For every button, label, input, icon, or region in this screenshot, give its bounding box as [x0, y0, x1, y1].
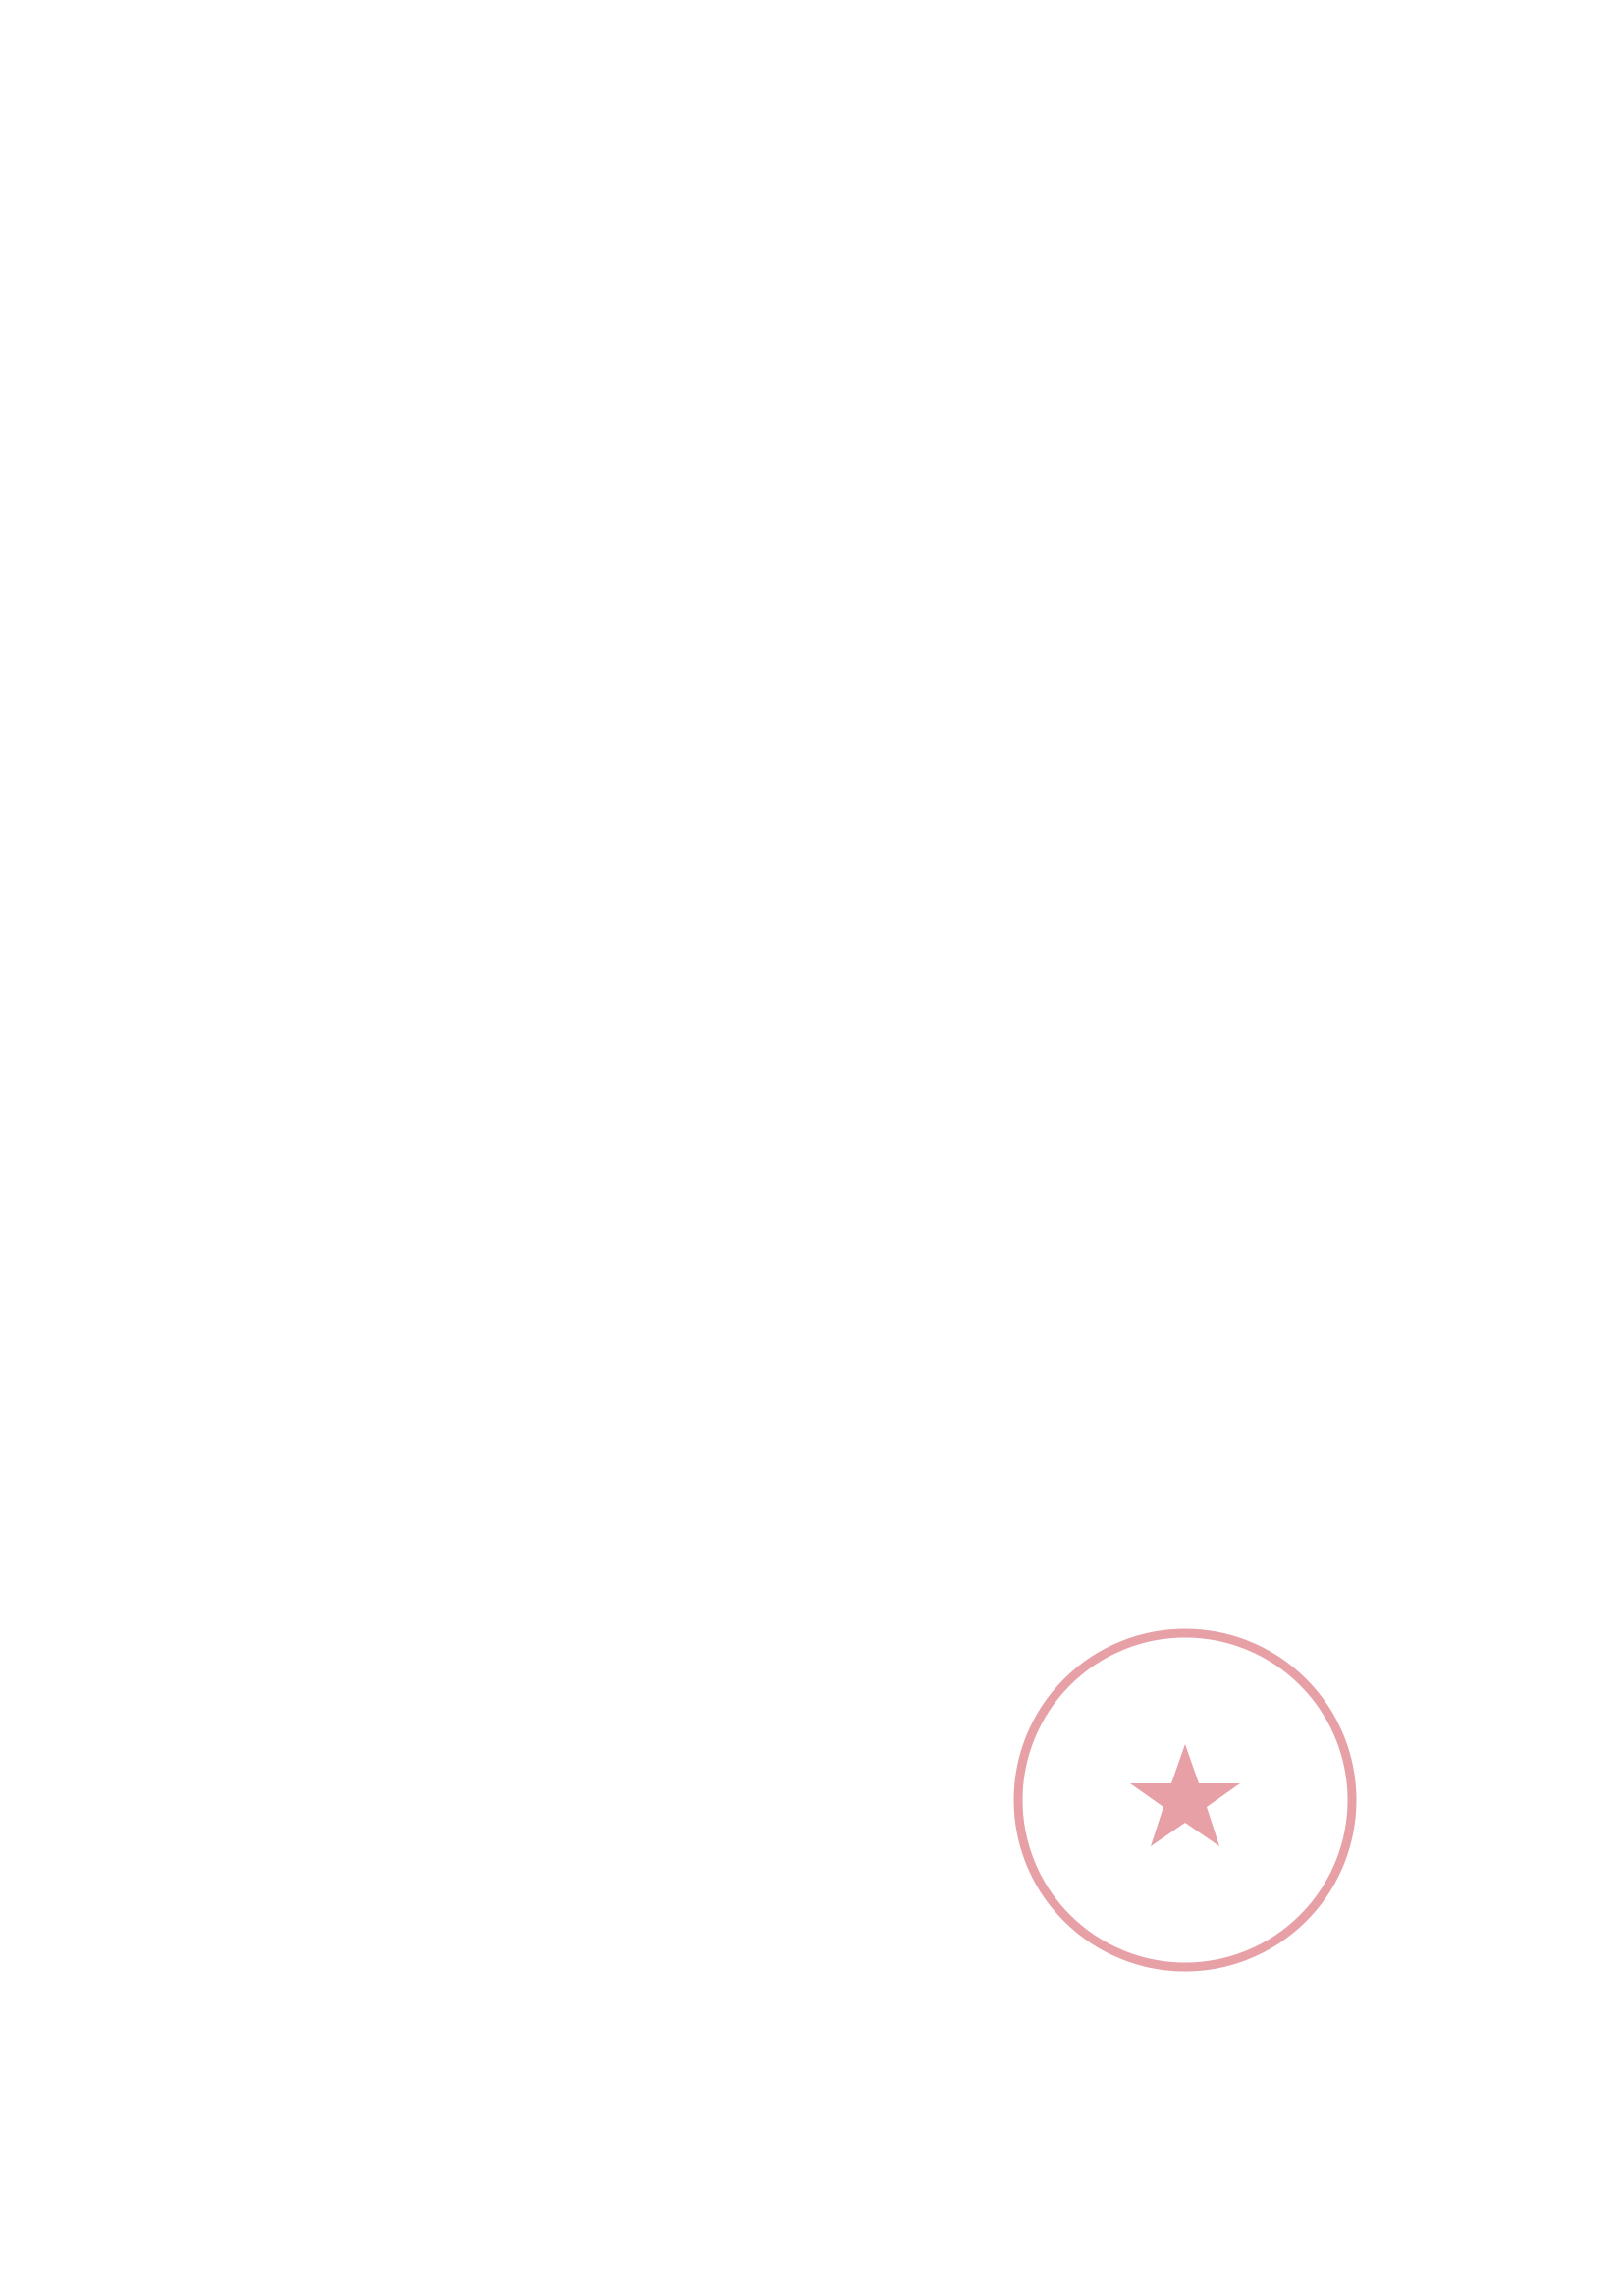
star-icon	[1130, 1744, 1240, 1846]
official-seal	[1003, 1618, 1367, 1982]
